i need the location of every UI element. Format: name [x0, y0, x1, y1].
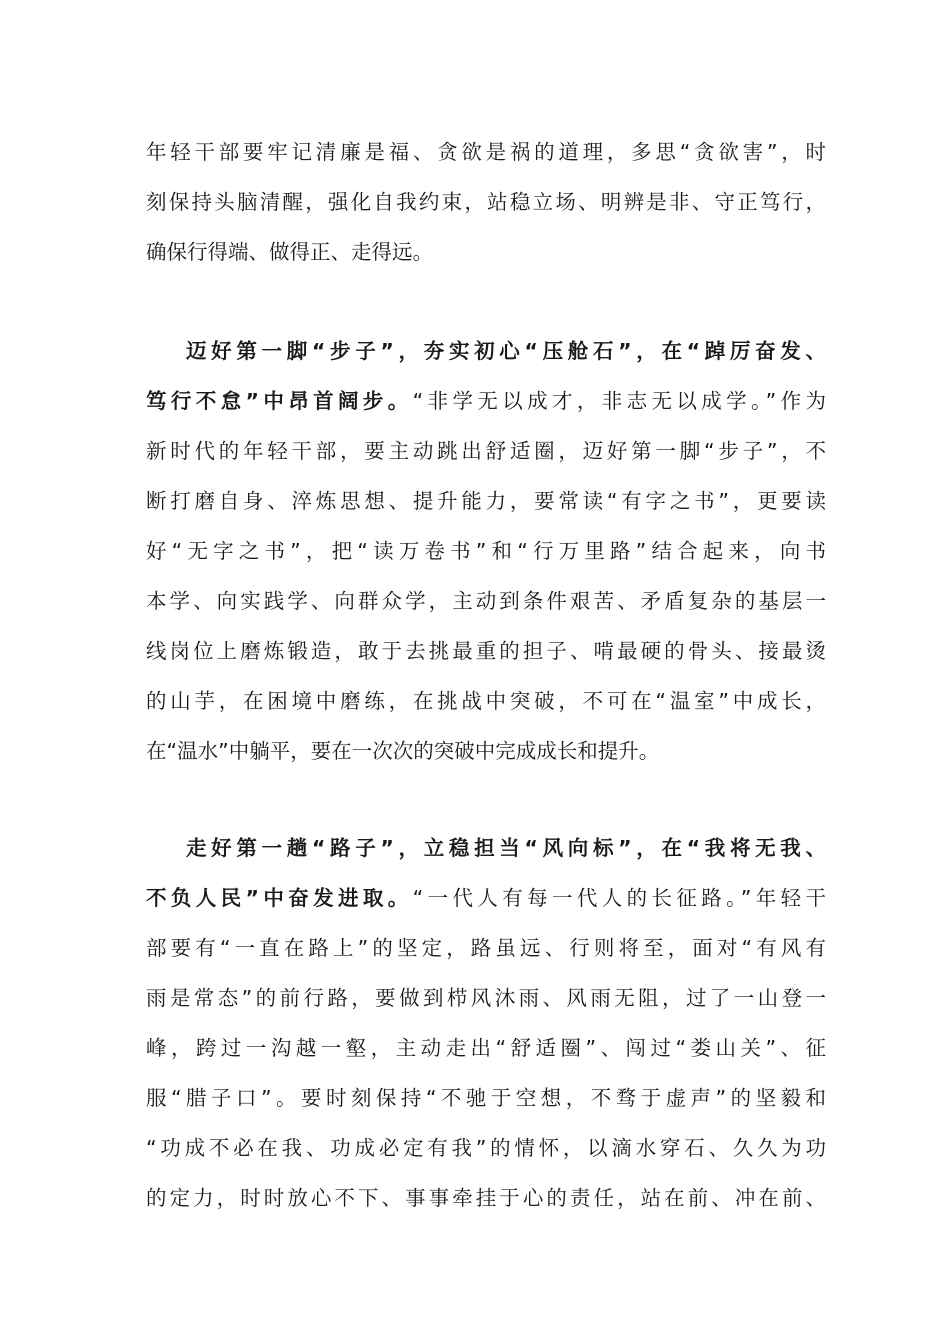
text-segment: 雨是常态”的前行路，要做到栉风沐雨、风雨无阻，过了一山登一	[146, 986, 826, 1010]
p2-line-7	[146, 636, 826, 666]
text-segment: 确保行得端、做得正、走得远。	[146, 240, 433, 264]
text-segment: 新时代的年轻干部，要主动跳出舒适圈，迈好第一脚“步子”，不	[146, 439, 826, 463]
text-segment: 年轻干部要牢记清廉是福、贪欲是祸的道理，多思“贪欲害”，时	[146, 140, 826, 164]
text-segment: “非学无以成才，非志无以成学。”作为	[412, 389, 826, 413]
p3-line-5	[146, 1033, 826, 1063]
text-segment: 部要有“一直在路上”的坚定，路虽远、行则将至，面对“有风有	[146, 936, 826, 960]
bold-heading-segment: 不负人民”中奋发进取。	[146, 886, 413, 910]
text-segment: 好“无字之书”，把“读万卷书”和“行万里路”结合起来，向书	[146, 539, 826, 563]
p2-line-2	[146, 386, 826, 416]
text-segment: 本学、向实践学、向群众学，主动到条件艰苦、矛盾复杂的基层一	[146, 589, 826, 613]
bold-heading-segment: 迈好第一脚“步子”，夯实初心“压舱石”，在“踔厉奋发、	[186, 339, 826, 363]
p1-line-1	[146, 137, 826, 167]
text-segment: 线岗位上磨炼锻造，敢于去挑最重的担子、啃最硬的骨头、接最烫	[146, 639, 826, 663]
p2-line-3	[146, 436, 826, 466]
p2-line-4	[146, 486, 826, 516]
p2-line-6	[146, 586, 826, 616]
p2-line-8	[146, 686, 826, 716]
p3-line-8	[146, 1183, 826, 1213]
p3-line-3	[146, 933, 826, 963]
text-segment: 断打磨自身、淬炼思想、提升能力，要常读“有字之书”，更要读	[146, 489, 826, 513]
text-segment: 的定力，时时放心不下、事事牵挂于心的责任，站在前、冲在前、	[146, 1186, 826, 1210]
p3-line-6	[146, 1083, 826, 1113]
p2-line-5	[146, 536, 826, 566]
text-segment: 峰，跨过一沟越一壑，主动走出“舒适圈”、闯过“娄山关”、征	[146, 1036, 826, 1060]
p3-line-1	[186, 833, 826, 863]
p1-line-2	[146, 187, 826, 217]
p3-line-4	[146, 983, 826, 1013]
text-segment: “一代人有每一代人的长征路。”年轻干	[412, 886, 826, 910]
text-segment: 的山芋，在困境中磨练，在挑战中突破，不可在“温室”中成长，	[146, 689, 826, 713]
p1-line-3	[146, 237, 433, 267]
p3-line-2	[146, 883, 826, 913]
p2-line-1	[186, 336, 826, 366]
text-segment: 服“腊子口”。要时刻保持“不驰于空想，不骛于虚声”的坚毅和	[146, 1086, 826, 1110]
p2-line-9	[146, 736, 659, 766]
text-segment: 刻保持头脑清醒，强化自我约束，站稳立场、明辨是非、守正笃行，	[146, 190, 826, 214]
bold-heading-segment: 走好第一趟“路子”，立稳担当“风向标”，在“我将无我、	[186, 836, 826, 860]
text-segment: 在“温水”中躺平，要在一次次的突破中完成成长和提升。	[146, 739, 660, 763]
bold-heading-segment: 笃行不怠”中昂首阔步。	[146, 389, 413, 413]
p3-line-7	[146, 1133, 826, 1163]
text-segment: “功成不必在我、功成必定有我”的情怀，以滴水穿石、久久为功	[146, 1136, 826, 1160]
